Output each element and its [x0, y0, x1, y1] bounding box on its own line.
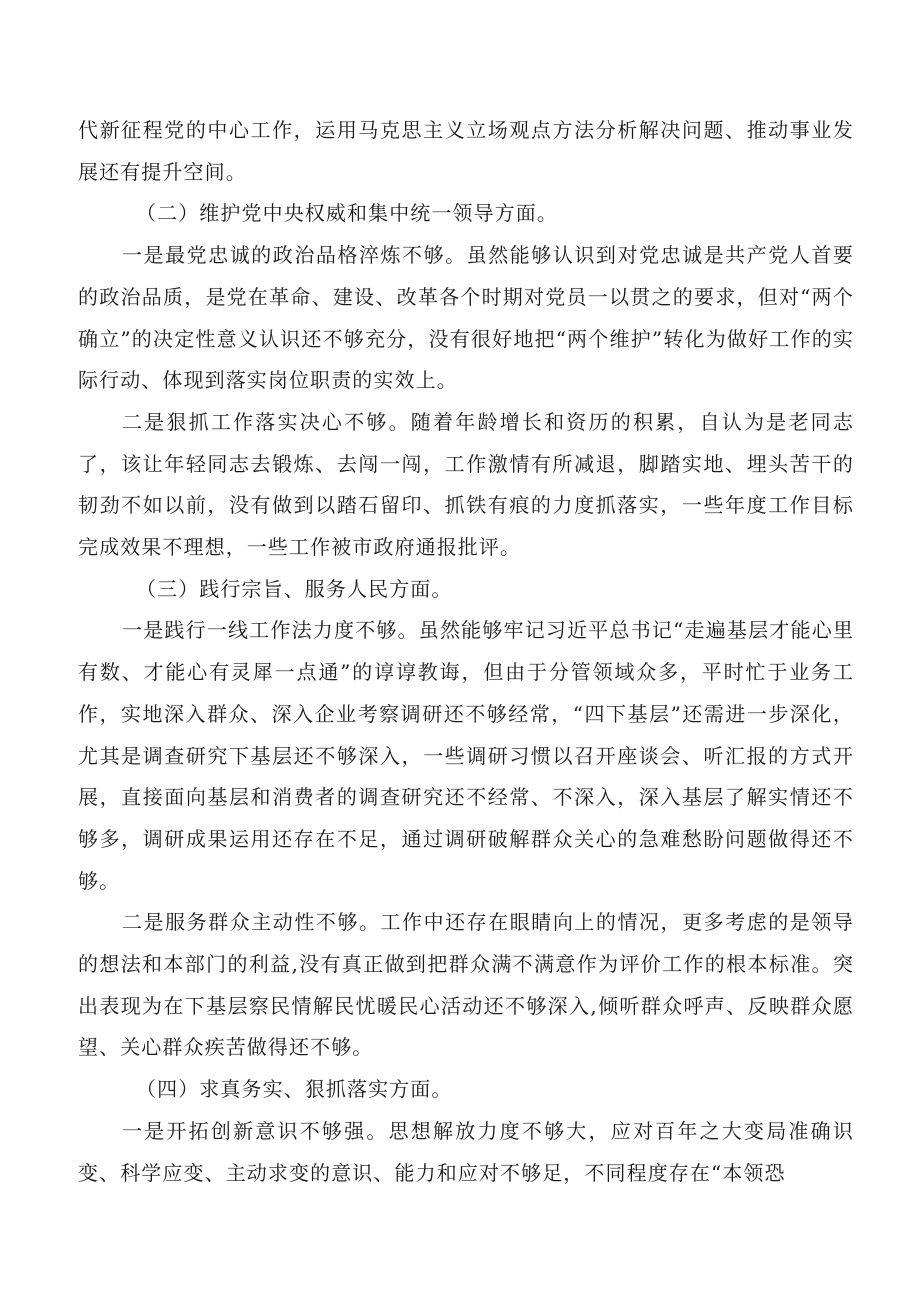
document-body [78, 110, 854, 1194]
paragraph-serving-masses: 二是服务群众主动性不够。工作中还存在眼睛向上的情况，更多考虑的是领导的想法和本部门的利益,没有真正做到把群众满不满意作为评价工作的根本标准。突出表现为在下基层察民情解民忧暖民心活动还不够深入,倾听群众呼声、反映群众愿望、关心群众疾苦做得还不够。 [78, 910, 854, 1060]
section-heading-3: （三）践行宗旨、服务人民方面。 [136, 576, 453, 601]
paragraph-political-loyalty: 一是最党忠诚的政治品格淬炼不够。虽然能够认识到对党忠诚是共产党人首要的政治品质，是党在革命、建设、改革各个时期对党员一以贯之的要求，但对“两个确立”的决定性意义认识还不够充分，没有很好地把“两个维护”转化为做好工作的实际行动、体现到落实岗位职责的实效上。 [78, 243, 854, 393]
paragraph-work-implementation: 二是狠抓工作落实决心不够。随着年龄增长和资历的积累，自认为是老同志了，该让年轻同志去锻炼、去闯一闯，工作激情有所减退，脚踏实地、埋头苦干的韧劲不如以前，没有做到以踏石留印、抓铁有痕的力度抓落实，一些年度工作目标完成效果不理想，一些工作被市政府通报批评。 [78, 409, 854, 560]
section-heading-2: （二）维护党中央权威和集中统一领导方面。 [136, 201, 558, 226]
paragraph-continuation: 代新征程党的中心工作，运用马克思主义立场观点方法分析解决问题、推动事业发展还有提升空间。 [78, 118, 854, 184]
paragraph-frontline-work: 一是践行一线工作法力度不够。虽然能够牢记习近平总书记“走遍基层才能心里有数、才能心有灵犀一点通”的谆谆教诲，但由于分管领域众多，平时忙于业务工作，实地深入群众、深入企业考察调研还不够经常，“四下基层”还需进一步深化，尤其是调查研究下基层还不够深入，一些调研习惯以召开座谈会、听汇报的方式开展，直接面向基层和消费者的调查研究还不经常、不深入，深入基层了解实情还不够多，调研成果运用还存在不足，通过调研破解群众关心的急难愁盼问题做得还不够。 [78, 618, 854, 893]
section-heading-4: （四）求真务实、狠抓落实方面。 [136, 1077, 453, 1102]
paragraph-innovation: 一是开拓创新意识不够强。思想解放力度不够大，应对百年之大变局准确识变、科学应变、主动求变的意识、能力和应对不够足，不同程度存在“本领恐 [78, 1118, 854, 1185]
